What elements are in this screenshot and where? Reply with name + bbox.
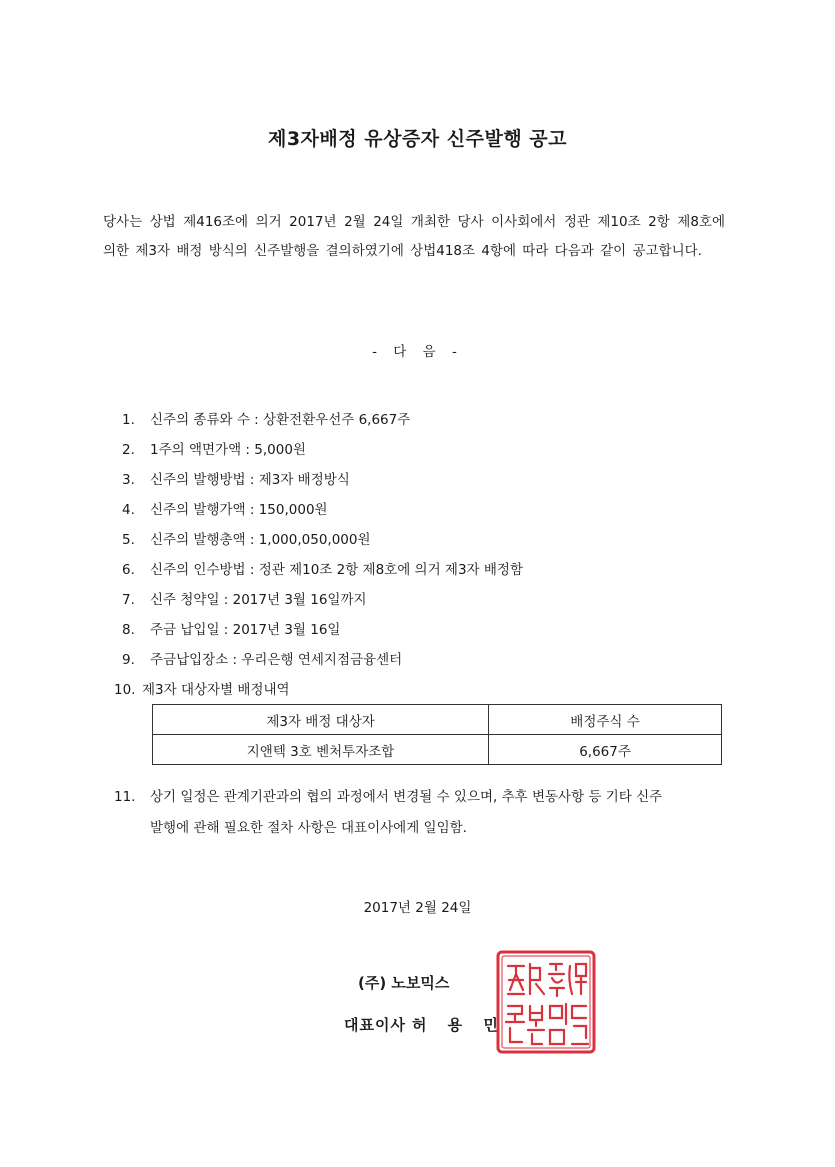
item-number: 5. [122,532,135,548]
table-header-cell: 배정주식 수 [489,705,722,735]
section-heading: - 다 음 - [372,344,463,360]
table-header-cell: 제3자 배정 대상자 [153,705,489,735]
list-item [122,585,722,615]
item-text: 1주의 액면가액 : 5,000원 [150,442,306,458]
item-text: 주금납입장소 : 우리은행 연세지점금융센터 [150,652,403,668]
intro-paragraph: 당사는 상법 제416조에 의거 2017년 2월 24일 개최한 당사 이사회에서 정관 제10조 2항 제8호에 의한 제3자 배정 방식의 신주발행을 결의하였기에 상법418조 4항에 따라 다음과 같이 공고합니다. [103,214,725,259]
list-item [122,435,722,465]
company-name: (주) 노보믹스 [358,974,450,992]
list-item [122,615,722,645]
item-text: 신주의 발행방법 : 제3자 배정방식 [150,472,350,488]
item-text: 신주의 종류와 수 : 상환전환우선주 6,667주 [150,412,411,428]
company-seal-icon [496,950,596,1054]
list-item [122,405,722,435]
table-header-row [153,705,722,735]
note-line-1 [114,782,724,813]
item-number: 10. [114,682,136,698]
item-number: 6. [122,562,135,578]
item-number: 9. [122,652,135,668]
list-item [122,495,722,525]
ceo-name: 허 용 민 [411,1016,506,1034]
item-list [114,405,722,705]
item-number: 7. [122,592,135,608]
list-item [122,525,722,555]
list-item [122,555,722,585]
item-number: 3. [122,472,135,488]
document-title: 제3자배정 유상증자 신주발행 공고 [267,128,568,150]
table-cell: 6,667주 [489,735,722,765]
note-line-2: 발행에 관해 필요한 절차 사항은 대표이사에게 일임함. [150,820,467,836]
item-text: 주금 납입일 : 2017년 3월 16일 [150,622,341,638]
item-text: 신주의 발행가액 : 150,000원 [150,502,328,518]
item-number: 4. [122,502,135,518]
table-row [153,735,722,765]
notice-date: 2017년 2월 24일 [363,900,472,916]
list-item [122,645,722,675]
note-text: 상기 일정은 관계기관과의 협의 과정에서 변경될 수 있으며, 추후 변동사항 등 기타 신주 [150,789,663,805]
ceo-signature-line [344,1014,506,1035]
list-item [122,465,722,495]
list-item [114,675,722,705]
item-number: 1. [122,412,135,428]
item-number: 8. [122,622,135,638]
item-number: 2. [122,442,135,458]
table-cell: 지앤텍 3호 벤처투자조합 [153,735,489,765]
ceo-title: 대표이사 [344,1016,406,1034]
allocation-table [152,704,722,765]
item-text: 신주의 발행총액 : 1,000,050,000원 [150,532,371,548]
note-item [114,782,724,844]
item-text: 신주 청약일 : 2017년 3월 16일까지 [150,592,367,608]
item-number: 11. [114,789,136,805]
item-text: 제3자 대상자별 배정내역 [142,682,290,698]
item-text: 신주의 인수방법 : 정관 제10조 2항 제8호에 의거 제3자 배정함 [150,562,524,578]
